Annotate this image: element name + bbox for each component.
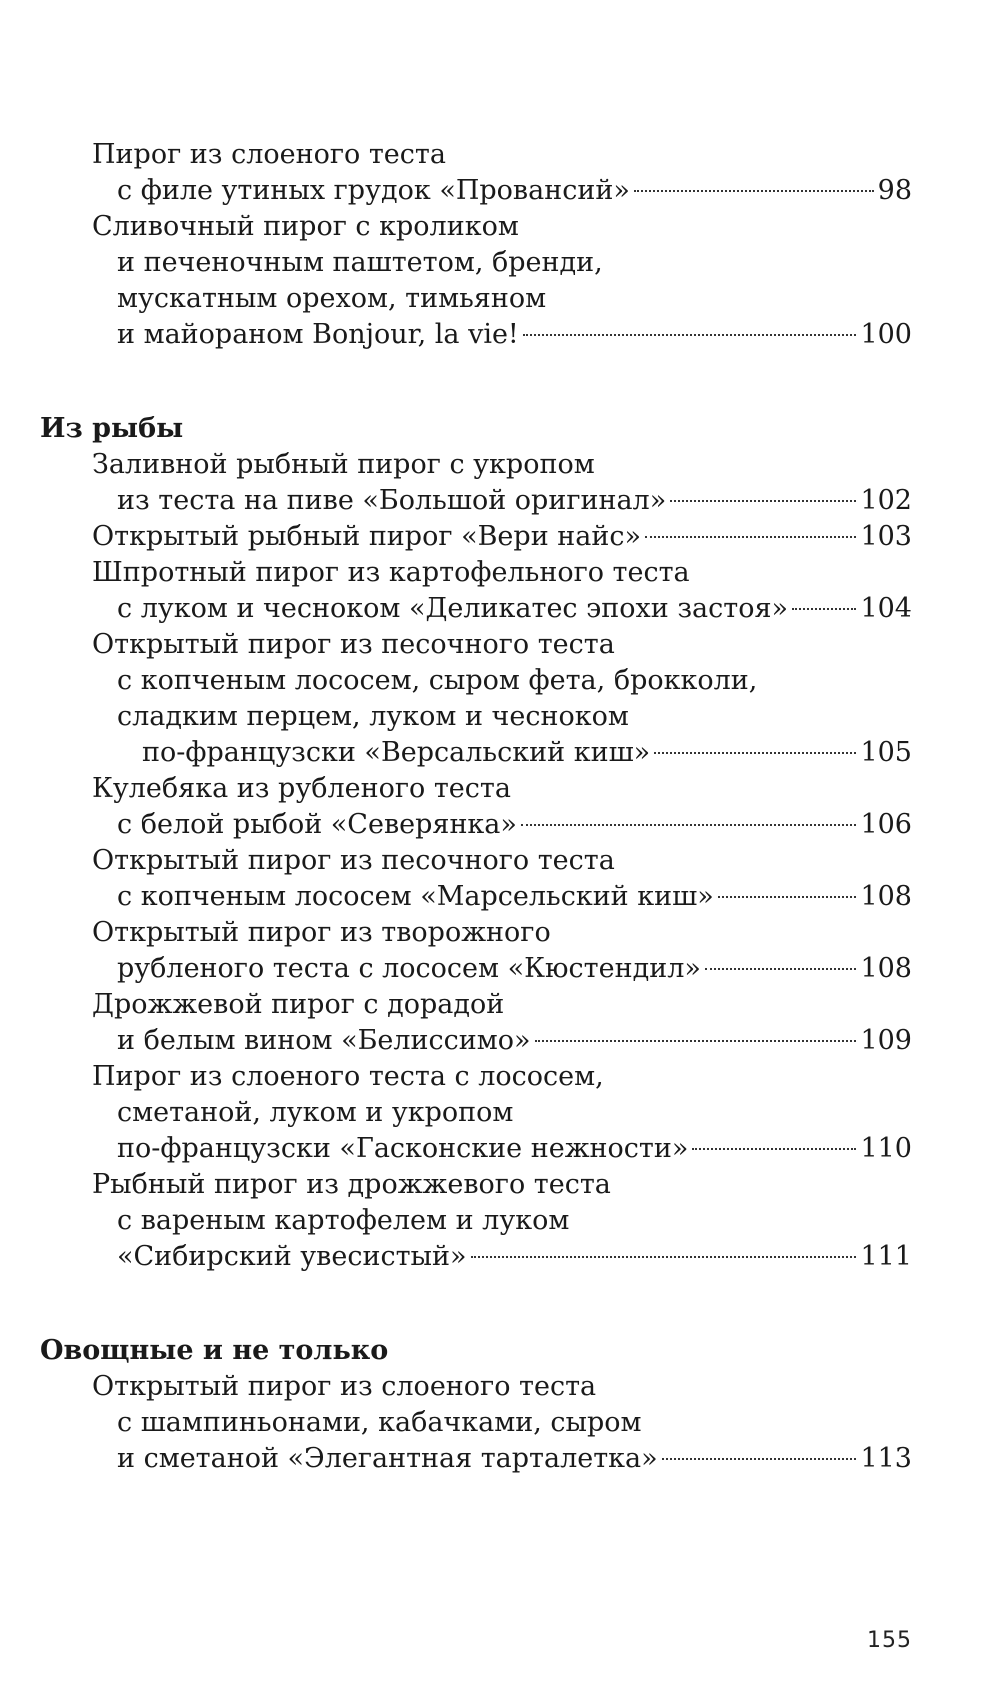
leader-dots — [634, 190, 874, 192]
toc-entry-title: Открытый рыбный пирог «Вери найс» — [92, 521, 642, 552]
toc-entry-title: и майораном Bonjour, la vie! — [117, 319, 519, 350]
leader-dots — [535, 1040, 857, 1042]
toc-entry-title: и сметаной «Элегантная тарталетка» — [117, 1443, 658, 1474]
toc-entry-line: Кулебяка из рубленого теста — [92, 773, 511, 804]
leader-dots — [471, 1256, 857, 1258]
toc-entry-title: и белым вином «Белиссимо» — [117, 1025, 531, 1056]
toc-entry — [92, 518, 912, 556]
toc-entry-title: рубленого теста с лососем «Кюстендил» — [117, 953, 701, 984]
leader-dots — [792, 608, 856, 610]
toc-entry-line: с копченым лососем, сыром фета, брокколи, — [117, 665, 758, 696]
toc-entry — [117, 172, 912, 210]
toc-page-number: 109 — [860, 1025, 912, 1056]
section-heading-fish: Из рыбы — [40, 413, 184, 444]
toc-page-number: 102 — [860, 485, 912, 516]
toc-entry-line: Открытый пирог из творожного — [92, 917, 551, 948]
toc-entry — [117, 1022, 912, 1060]
toc-entry-line: и печеночным паштетом, бренди, — [117, 247, 603, 278]
toc-page-number: 105 — [860, 737, 912, 768]
toc-entry-line: Открытый пирог из песочного теста — [92, 845, 615, 876]
toc-entry-title: с луком и чесноком «Деликатес эпохи застоя» — [117, 593, 789, 624]
toc-entry — [117, 806, 912, 844]
toc-entry-line: с шампиньонами, кабачками, сыром — [117, 1407, 642, 1438]
toc-entry — [117, 1130, 912, 1168]
toc-page-number: 108 — [860, 881, 912, 912]
section-heading-vegetable: Овощные и не только — [40, 1335, 389, 1366]
toc-entry-title: «Сибирский увесистый» — [117, 1241, 467, 1272]
leader-dots — [645, 536, 856, 538]
toc-entry — [117, 590, 912, 628]
toc-page-number: 104 — [860, 593, 912, 624]
toc-entry-line: мускатным орехом, тимьяном — [117, 283, 547, 314]
leader-dots — [670, 500, 856, 502]
toc-entry — [142, 734, 912, 772]
leader-dots — [662, 1458, 857, 1460]
toc-entry-title: с белой рыбой «Северянка» — [117, 809, 517, 840]
leader-dots — [692, 1148, 856, 1150]
toc-entry — [117, 878, 912, 916]
toc-entry-line: Рыбный пирог из дрожжевого теста — [92, 1169, 611, 1200]
toc-page-number: 113 — [860, 1443, 912, 1474]
toc-entry-line: Заливной рыбный пирог с укропом — [92, 449, 595, 480]
toc-entry-title: по-французски «Гасконские нежности» — [117, 1133, 689, 1164]
toc-entry-title: с копченым лососем «Марсельский киш» — [117, 881, 714, 912]
toc-page-number: 111 — [860, 1241, 912, 1272]
page-number: 155 — [867, 1628, 912, 1653]
toc-entry-title: из теста на пиве «Большой оригинал» — [117, 485, 667, 516]
toc-entry-title: по-французски «Версальский киш» — [142, 737, 651, 768]
toc-entry — [117, 316, 912, 354]
toc-entry — [117, 482, 912, 520]
toc-page-number: 108 — [860, 953, 912, 984]
toc-entry-line: с вареным картофелем и луком — [117, 1205, 570, 1236]
toc-entry-line: Открытый пирог из слоеного теста — [92, 1371, 597, 1402]
toc-entry — [117, 1440, 912, 1478]
toc-page-number: 100 — [860, 319, 912, 350]
leader-dots — [705, 968, 857, 970]
leader-dots — [718, 896, 857, 898]
toc-page-number: 98 — [877, 175, 912, 206]
toc-entry — [117, 1238, 912, 1276]
toc-entry-line: Открытый пирог из песочного теста — [92, 629, 615, 660]
toc-page-number: 103 — [860, 521, 912, 552]
toc-entry-line: Сливочный пирог с кроликом — [92, 211, 519, 242]
leader-dots — [523, 334, 857, 336]
leader-dots — [521, 824, 857, 826]
toc-entry-line: Пирог из слоеного теста с лососем, — [92, 1061, 604, 1092]
toc-entry-line: сладким перцем, луком и чесноком — [117, 701, 629, 732]
toc-entry — [117, 950, 912, 988]
toc-page-number: 110 — [860, 1133, 912, 1164]
toc-entry-title: с филе утиных грудок «Провансий» — [117, 175, 630, 206]
toc-entry-line: Шпротный пирог из картофельного теста — [92, 557, 690, 588]
toc-entry-line: Дрожжевой пирог с дорадой — [92, 989, 505, 1020]
toc-entry-line: сметаной, луком и укропом — [117, 1097, 514, 1128]
toc-entry-line: Пирог из слоеного теста — [92, 139, 446, 170]
leader-dots — [654, 752, 856, 754]
toc-page-number: 106 — [860, 809, 912, 840]
